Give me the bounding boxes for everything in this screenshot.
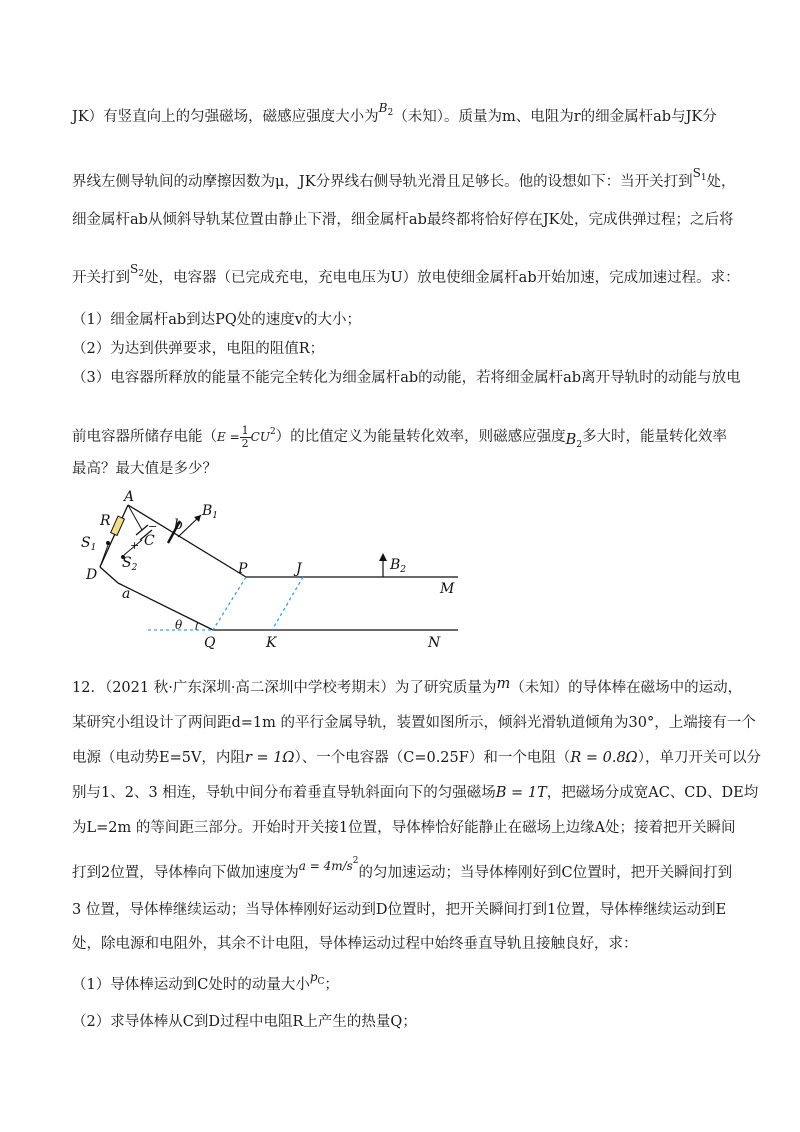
- s2-symbol: S2: [130, 262, 144, 279]
- label-N: N: [428, 635, 441, 651]
- label-P: P: [238, 561, 248, 577]
- q12-line-1-text: 12．（2021 秋·广东深圳·高二深圳中学校考期末）为了研究质量为: [72, 680, 497, 696]
- label-b: b: [174, 517, 183, 533]
- wire-d-a: [100, 567, 118, 583]
- label-M: M: [440, 581, 455, 597]
- q11-subquestion-3-line-3: 最高？最大值是多少？: [72, 461, 217, 477]
- q11-line-1-tail: （未知）。质量为m、电阻为r的细金属杆ab与JK分: [393, 109, 717, 125]
- label-minus: −: [148, 520, 158, 533]
- resistor: [111, 516, 125, 535]
- pc-symbol: pC: [309, 970, 325, 987]
- jk-boundary: [272, 577, 303, 630]
- label-B2: $B_2$: [390, 557, 407, 575]
- label-J: J: [296, 561, 302, 577]
- switch-s1-contact: [106, 541, 110, 545]
- label-K: K: [266, 635, 277, 651]
- q12-subquestion-2: （2）求导体棒从C到D过程中电阻R上产生的热量Q；: [72, 1014, 417, 1030]
- q12-line-6: [72, 856, 733, 883]
- switch-blade: [100, 545, 108, 567]
- q11-line-4-text: 开关打到: [72, 270, 130, 286]
- q11-sub3-text: 前电容器所储存电能（: [72, 429, 217, 445]
- q12-line-5: 为L=2m 的等间距三部分。开始时开关接1位置，导体棒恰好能静止在磁场上边缘A处；接着把开关瞬间: [72, 820, 736, 836]
- q11-subquestion-3-line-2: [72, 422, 730, 452]
- B-formula: B = 1T: [495, 785, 547, 801]
- label-R: R: [100, 513, 111, 529]
- rail-gun-circuit-diagram: [78, 485, 478, 660]
- label-a: a: [122, 586, 131, 602]
- label-plus: +: [130, 539, 140, 552]
- r-formula: r = 1Ω: [244, 750, 295, 766]
- m-symbol: m: [496, 676, 511, 692]
- label-D: D: [86, 567, 98, 583]
- label-S2: $S_2$: [122, 555, 138, 573]
- energy-formula: E = $\frac{1}{2}$ $CU^2$: [217, 424, 276, 450]
- q12-line-3-text: 电源（电动势E=5V，内阻: [72, 750, 245, 766]
- q11-line-2-tail: 处，: [706, 174, 736, 190]
- s1-symbol: S1: [692, 166, 707, 183]
- label-Q: Q: [204, 635, 216, 651]
- theta-arc: [196, 622, 198, 630]
- q12-line-3-tail: ），单刀开关可以分: [637, 750, 761, 766]
- q12-line-4: [72, 783, 759, 803]
- frame-bottom-rail: [118, 583, 213, 630]
- label-A: A: [124, 489, 135, 505]
- q12-line-8: 处，除电源和电阻外，其余不计电阻，导体棒运动过程中始终垂直导轨且接触良好，求：: [72, 936, 638, 952]
- a-formula: a = 4m/s2: [298, 856, 359, 873]
- q11-sub3-text-2: ）的比值定义为能量转化效率，则磁感应强度: [275, 429, 566, 445]
- q11-sub3-text-3: 多大时，能量转化效率: [582, 429, 728, 445]
- q11-subquestion-1: （1）细金属杆ab到达PQ处的速度v的大小；: [72, 312, 361, 328]
- pq-boundary: [213, 577, 246, 630]
- q12-line-2: 某研究小组设计了两间距d=1m 的平行金属导轨，装置如图所示，倾斜光滑轨道倾角为30°，上端接有一个: [72, 715, 756, 731]
- q12-subquestion-1: [72, 970, 730, 1000]
- label-C: C: [144, 533, 155, 549]
- label-theta: θ: [175, 618, 183, 632]
- q12-line-6-text: 打到2位置，导体棒向下做加速度为: [72, 865, 299, 881]
- q12-sub1-text: （1）导体棒运动到C处时的动量大小: [72, 977, 310, 993]
- q11-subquestion-2: （2）为达到供弹要求，电阻的阻值R；: [72, 341, 325, 357]
- q12-line-3: [72, 748, 761, 768]
- q11-line-4: [72, 262, 740, 293]
- q11-subquestion-3: （3）电容器所释放的能量不能完全转化为细金属杆ab的动能，若将细金属杆ab离开导轨时的动能与放电: [72, 370, 741, 386]
- q12-line-7: 3 位置，导体棒继续运动；当导体棒刚好运动到D位置时，把开关瞬间打到1位置，导体棒继续运动到E: [72, 902, 727, 918]
- q11-line-3: 细金属杆ab从倾斜导轨某位置由静止下滑，细金属杆ab最终都将恰好停在JK处，完成供弹过程；之后将: [72, 212, 734, 228]
- q12-line-4-text: 别与1、2、3 相连，导轨中间分布着垂直导轨斜面向下的匀强磁场: [72, 785, 496, 801]
- q11-line-2-text: 界线左侧导轨间的动摩擦因数为μ，JK分界线右侧导轨光滑且足够长。他的设想如下：当开关打到: [72, 174, 693, 190]
- label-B1: $B_1$: [202, 503, 219, 521]
- q12-line-1-tail: （未知）的导体棒在磁场中的运动，: [510, 680, 743, 696]
- q12-line-1: [72, 676, 743, 698]
- q11-line-1-text: JK）有竖直向上的匀强磁场，磁感应强度大小为: [72, 109, 379, 125]
- b2-symbol-2: $B_2$: [565, 432, 583, 450]
- q12-line-4-tail: ，把磁场分成宽AC、CD、DE均: [546, 785, 759, 801]
- q11-line-2: [72, 166, 736, 197]
- b2-symbol: B2: [378, 101, 394, 118]
- q12-line-3-text-2: ）、一个电容器（C=0.25F）和一个电阻（: [294, 750, 571, 766]
- q12-line-6-tail: 的匀加速运动；当导体棒刚好到C位置时，把开关瞬间打到: [358, 865, 733, 881]
- label-S1: $S_1$: [81, 535, 97, 553]
- q12-sub1-tail: ；: [324, 977, 339, 993]
- q11-line-4-tail: 处，电容器（已完成充电，充电电压为U）放电使细金属杆ab开始加速，完成加速过程。求：: [143, 270, 740, 286]
- q11-line-1: [72, 101, 730, 132]
- b2-arrowhead: [379, 553, 387, 561]
- R-formula: R = 0.8Ω: [570, 750, 638, 766]
